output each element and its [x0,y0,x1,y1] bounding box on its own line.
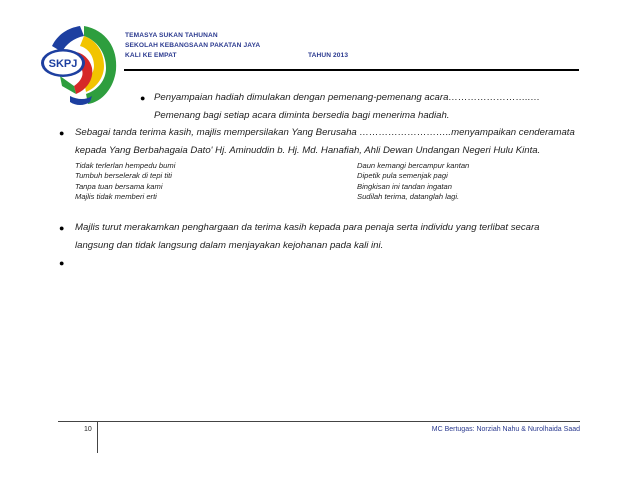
poem-line: Tumbuh berselerak di tepi titi [75,171,172,181]
bullet-icon: ● [59,258,65,268]
poem-line: Sudilah terima, datanglah lagi. [357,191,460,201]
school-logo-icon [40,24,120,106]
poem-line: Majlis tidak memberi erti [75,191,157,201]
page-number: 10 [84,426,92,433]
poem-right [357,161,469,202]
paragraph-2-line-1: Sebagai tanda terima kasih, majlis mempersilakan Yang Berusaha ………………………..menyampaikan cenderamata [75,127,575,138]
header-title: TEMASYA SUKAN TAHUNAN [125,32,218,39]
header-year: TAHUN 2013 [308,52,349,59]
header-edition: KALI KE EMPAT [125,52,177,59]
poem-line: Dipetik pula semenjak pagi [357,171,448,181]
paragraph-1-line-2: Pemenang bagi setiap acara diminta bersedia bagi menerima hadiah. [154,110,450,121]
header-school-name: SEKOLAH KEBANGSAAN PAKATAN JAYA [125,42,261,49]
paragraph-1-line-1: Penyampaian hadiah dimulakan dengan pemenang-pemenang acara……………………..… [154,92,541,103]
logo-text: SKPJ [48,58,78,70]
poem-line: Daun kemangi bercampur kantan [357,161,470,170]
poem-line: Bingkisan ini tandan ingatan [357,181,452,191]
header-rule [124,69,579,71]
footer-rule [58,421,580,422]
poem-left [75,161,175,202]
poem-line: Tidak terlerlan hempedu bumi [75,161,176,170]
bullet-icon: ● [59,223,65,233]
footer-credit: MC Bertugas: Norziah Nahu & Nurolhaida Saad [431,426,580,433]
bullet-icon: ● [59,128,65,138]
footer-divider [97,421,98,453]
poem-line: Tanpa tuan bersama kami [75,181,163,191]
paragraph-2-line-2: kepada Yang Berbahagaia Dato' Hj. Aminuddin b. Hj. Md. Hanafiah, Ahli Dewan Undangan Negeri Hulu Kinta. [75,145,541,156]
paragraph-3-line-1: Majlis turut merakamkan penghargaan da terima kasih kepada para penaja serta individu yang terlibat secara [75,222,540,233]
bullet-icon: ● [140,93,146,103]
paragraph-3-line-2: langsung dan tidak langsung dalam menjayakan kejohanan pada kali ini. [75,240,384,251]
